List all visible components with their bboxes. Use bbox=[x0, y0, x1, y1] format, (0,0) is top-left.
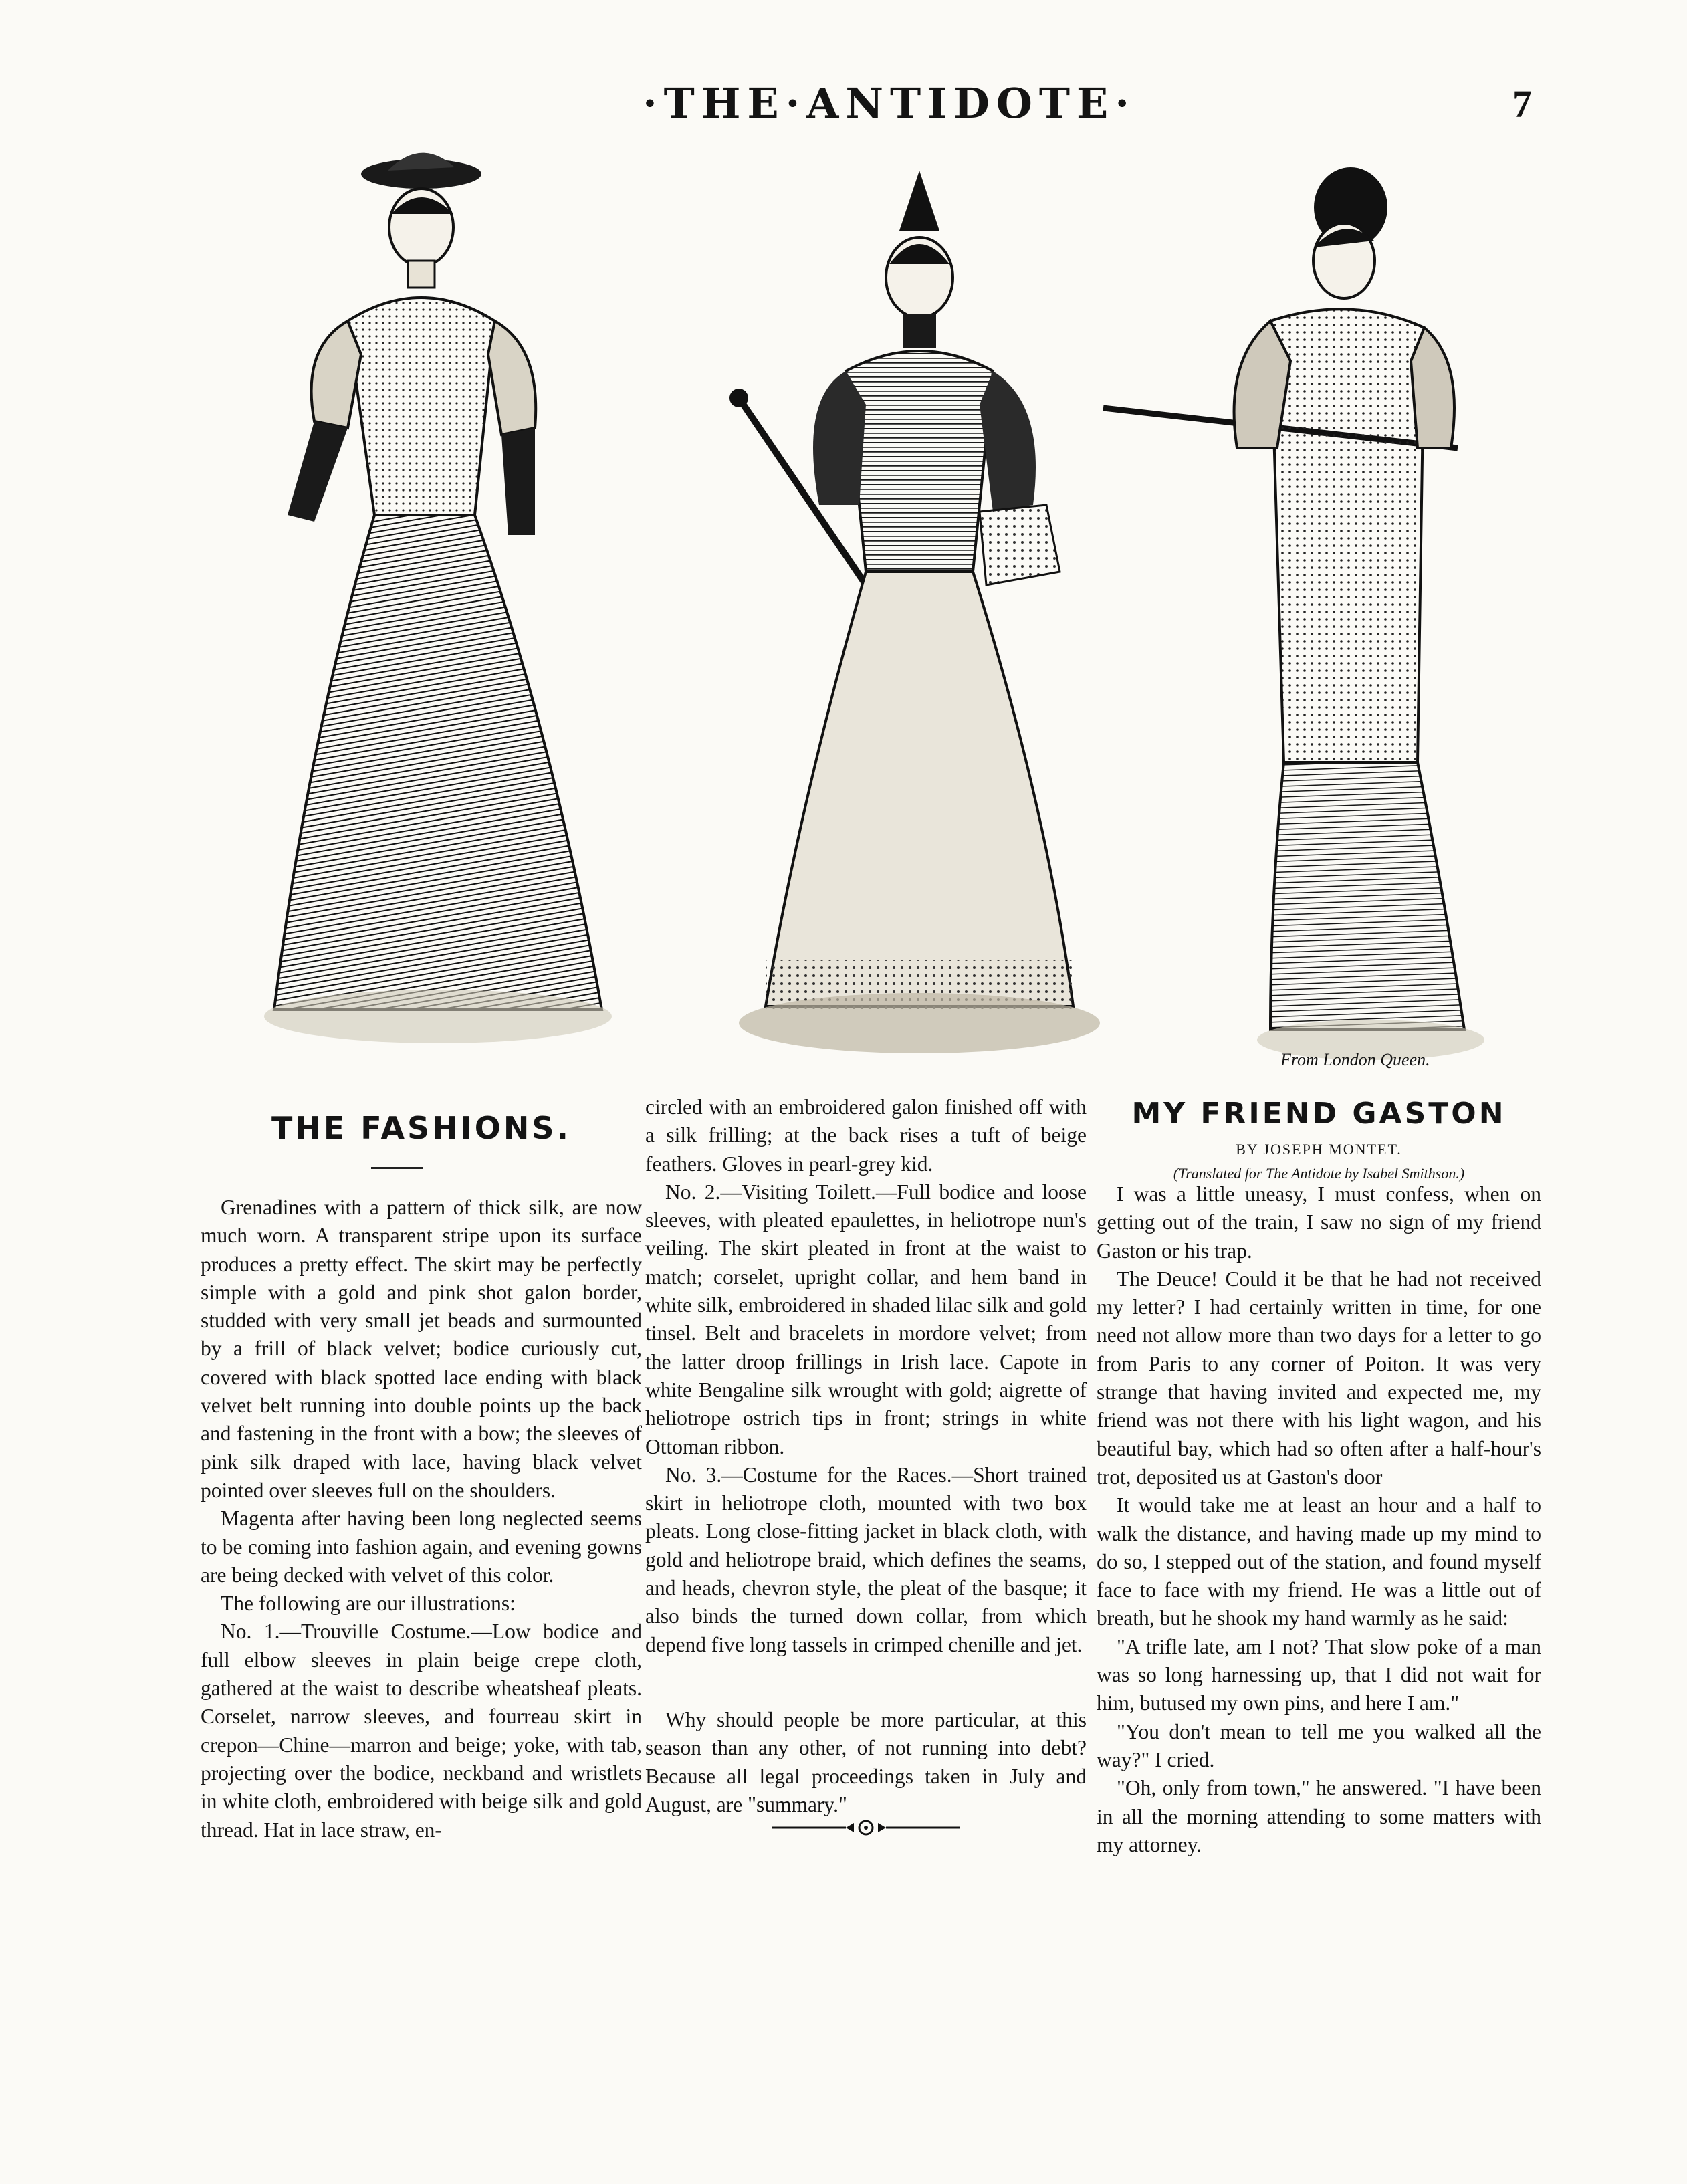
paragraph: No. 2.—Visiting Toilett.—Full bodice and loose sleeves, with pleated epaulettes, in heliotrope nun's veiling. The skirt pleated in front at the waist to match; corselet, upright collar, and hem band in white silk, embroidered in shaded lilac silk and gold tinsel. Belt and bracelets in mordore velvet; from the latter droop frillings in Irish lace. Capote in white Bengaline silk wrought with gold; aigrette of heliotrope ostrich tips in front; strings in white Ottoman ribbon. bbox=[645, 1180, 1087, 1458]
paragraph: "A trifle late, am I not? That slow poke of a man was so long harnessing up, that I did not wait for him, butused my own pins, and here I am." bbox=[1097, 1634, 1541, 1715]
fashion-illustration-1 bbox=[221, 140, 649, 1063]
fashions-heading: THE FASHIONS. bbox=[271, 1110, 571, 1146]
illustration-3-drawing bbox=[1103, 160, 1531, 1070]
fashions-column-1 bbox=[201, 1194, 642, 1844]
paragraph: Why should people be more particular, at this season than any other, of not running into debt? Because all legal proceedings taken in July and August, are "summary." bbox=[645, 1707, 1087, 1816]
illustration-2-drawing bbox=[699, 171, 1127, 1073]
heading-divider bbox=[371, 1167, 423, 1169]
ornament-divider bbox=[766, 1818, 966, 1838]
section-break bbox=[645, 1659, 1087, 1706]
paragraph: It would take me at least an hour and a half to walk the distance, and having made up my mind to do so, I stepped out of the station, and found myself face to face with my friend. He was a little out of breath, but he shook my hand warmly as he said: bbox=[1097, 1493, 1541, 1630]
paragraph: Magenta after having been long neglected seems to be coming into fashion again, and evening gowns are being decked with velvet of this color. bbox=[201, 1507, 642, 1587]
paragraph: Grenadines with a pattern of thick silk, are now much worn. A transparent stripe upon its surface produces a pretty effect. The skirt may be perfectly simple with a gold and pink shot galon border, studded with very small jet beads and surmounted by a frill of black velvet; bodice curiously cut, covered with black spotted lace ending with black velvet belt running into double points up the back and fastening in the front with a bow; the sleeves of pink silk draped with lace, having black velvet pointed over sleeves full on the shoulders. bbox=[201, 1196, 642, 1502]
story-column bbox=[1097, 1180, 1541, 1859]
fashions-column-2 bbox=[645, 1093, 1087, 1819]
paragraph: "Oh, only from town," he answered. "I have been in all the morning attending to some matters with my attorney. bbox=[1097, 1776, 1541, 1856]
illustration-1-drawing bbox=[221, 140, 649, 1063]
paragraph: "You don't mean to tell me you walked all the way?" I cried. bbox=[1097, 1719, 1541, 1771]
story-heading: MY FRIEND GASTON bbox=[1131, 1097, 1506, 1131]
translation-credit: (Translated for The Antidote by Isabel Smithson.) bbox=[1173, 1165, 1465, 1182]
story-byline: BY JOSEPH MONTET. bbox=[1236, 1141, 1402, 1158]
paragraph: The following are our illustrations: bbox=[221, 1592, 516, 1616]
paragraph: The Deuce! Could it be that he had not received my letter? I had certainly written in time, for one need not allow more than two days for a letter to go from Paris to any corner of Poiton. It was very strange that having invited and expected me, my friend was not there with his light wagon, and his beautiful bay, which had so often after a half-hour's trot, deposited us at Gaston's door bbox=[1097, 1267, 1541, 1489]
illustration-credit: From London Queen. bbox=[1280, 1050, 1430, 1069]
masthead: ·THE·ANTIDOTE· bbox=[643, 79, 1136, 128]
page-number: 7 bbox=[1512, 82, 1532, 126]
fashion-illustration-2 bbox=[699, 171, 1127, 1073]
paragraph: No. 3.—Costume for the Races.—Short trained skirt in heliotrope cloth, mounted with two box pleats. Long close-fitting jacket in black cloth, with gold and heliotrope braid, which defines the seams, and heads, chevron style, the pleat of the basque; it also binds the turned down collar, from which depend five long tassels in crimped chenille and jet. bbox=[645, 1462, 1087, 1656]
paragraph: I was a little uneasy, I must confess, when on getting out of the train, I saw no sign of my friend Gaston or his trap. bbox=[1097, 1182, 1541, 1263]
fashion-illustration-3 bbox=[1103, 160, 1531, 1070]
paragraph: No. 1.—Trouville Costume.—Low bodice and full elbow sleeves in plain beige crepe cloth, gathered at the waist to describe wheatsheaf pleats. Corselet, narrow sleeves, and fourreau skirt in crepon—Chine—marron and beige; yoke, with tab, projecting over the bodice, neckband and wristlets in white cloth, embroidered with beige silk and gold thread. Hat in lace straw, en- bbox=[201, 1620, 642, 1842]
paragraph: circled with an embroidered galon finished off with a silk frilling; at the back rises a tuft of beige feathers. Gloves in pearl-grey kid. bbox=[645, 1095, 1087, 1176]
